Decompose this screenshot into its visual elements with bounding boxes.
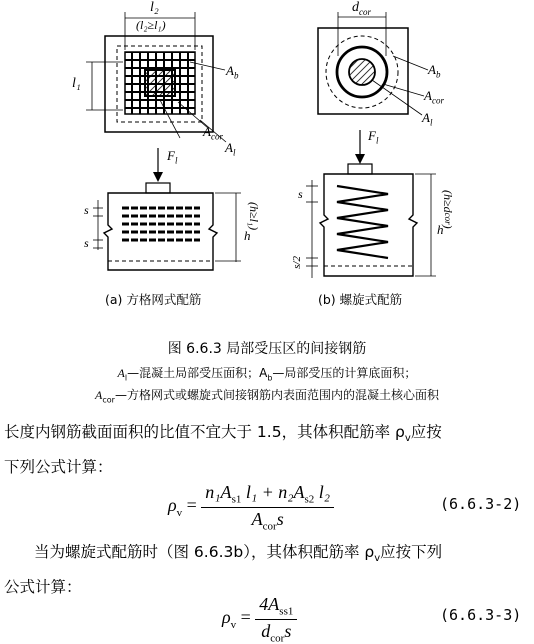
label-ab-left: $A_b$ (226, 63, 239, 81)
dim-l2: l₂ (150, 0, 159, 15)
spacing-s-left-bottom: s (84, 236, 89, 250)
equation-2-fraction: $\frac{4A_{ss1}}{d_{cor}s}$ (255, 594, 297, 644)
figure-6-6-3 (0, 0, 534, 310)
equation-number-1: (6.6.3-2) (440, 495, 522, 513)
height-right-condition: (h≥dcor) (441, 190, 455, 229)
height-left-condition: (h≥l₁) (247, 202, 261, 231)
paragraph-2: 当为螺旋式配筋时（图 6.6.3b），其体积配筋率 $\rho_v$应按下列 公式计算： (4, 543, 443, 597)
label-acor-right: $A_{cor}$ (424, 88, 444, 106)
spacing-s-right: s (298, 187, 303, 201)
figure-legend-line1: $A_l—$混凝土局部受压面积；$A_b—$局部受压的计算底面积； (117, 366, 417, 383)
figure-legend-line2: $A_{cor}—$方格网式或螺旋式间接钢筋内表面范围内的混凝土核心面积 (95, 388, 439, 405)
dim-l1: l₁ (72, 76, 81, 91)
equation-6-6-3-2: $\rho_v$ = $\frac{n_1A_{s1} l_1 + n_2A_{s2} l_2}{A_{cor}s}$ (168, 482, 334, 532)
elevation-view-grid (93, 148, 241, 270)
figure-caption: 图 6.6.3 局部受压区的间接钢筋 (167, 341, 367, 357)
elevation-view-spiral (306, 130, 436, 278)
force-left: $F_l$ (167, 148, 178, 166)
equation-number-2: (6.6.3-3) (440, 606, 522, 624)
label-al-left: $A_l$ (225, 140, 236, 158)
height-left: h (244, 228, 251, 243)
paragraph-1: 长度内钢筋截面面积的比值不宜大于 1.5，其体积配筋率 $\rho_v$应按 下列公式计算： (4, 423, 442, 477)
label-ab-right: $A_b$ (428, 62, 441, 80)
spacing-s2-right: s/2 (291, 256, 303, 269)
equation-1-fraction: $\frac{n_1A_{s1} l_1 + n_2A_{s2} l_2}{A_{cor}s}$ (201, 482, 334, 532)
force-right: $F_l$ (368, 128, 379, 146)
label-al-right: $A_l$ (422, 110, 433, 128)
dim-dcor: $d_{cor}$ (352, 0, 371, 17)
label-acor-left: $A_{cor}$ (203, 124, 223, 142)
plan-view-spiral (318, 12, 428, 115)
caption-b: (b) 螺旋式配筋 (318, 292, 403, 307)
height-right: h (437, 222, 444, 237)
equation-6-6-3-3: $\rho_v$ = $\frac{4A_{ss1}}{d_{cor}s}$ (222, 594, 297, 644)
dim-l2-condition: (l₂≥l₁) (136, 18, 166, 32)
caption-a: (a) 方格网式配筋 (105, 292, 202, 307)
spacing-s-left-top: s (84, 203, 89, 217)
